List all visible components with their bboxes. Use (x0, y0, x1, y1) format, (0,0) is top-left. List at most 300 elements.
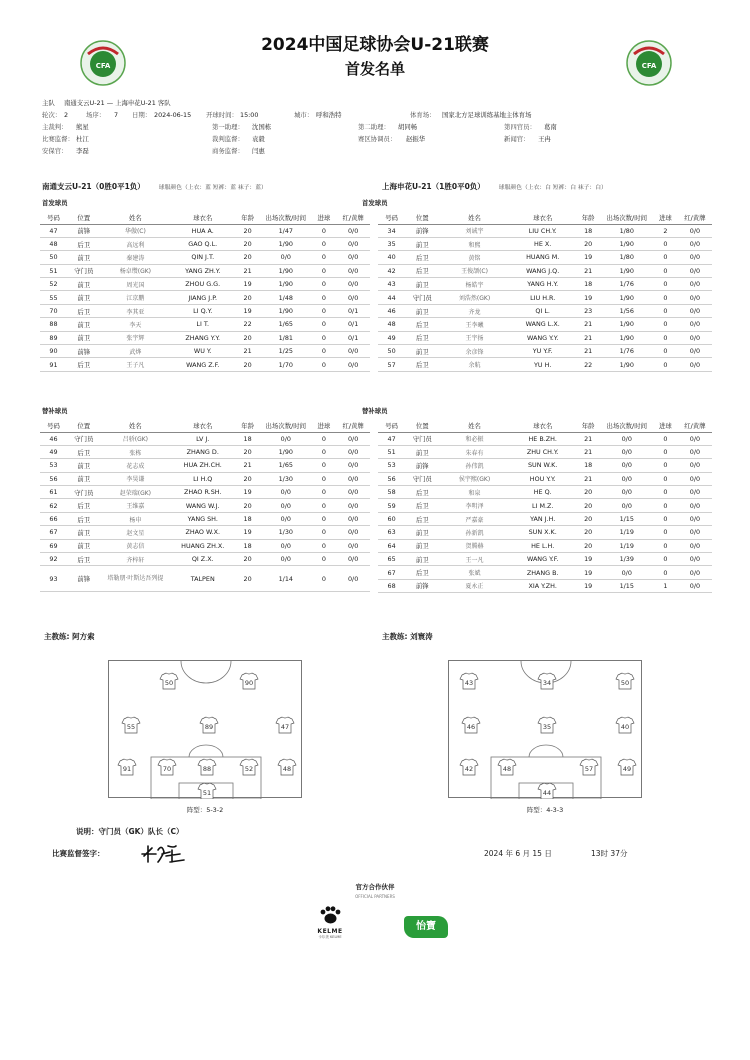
table-cell: 1/19 (601, 539, 653, 552)
kelme-text: KELME (317, 928, 343, 935)
table-cell: 0 (653, 472, 678, 485)
column-header: 号码 (40, 212, 67, 224)
info-key: 新闻官： (504, 135, 530, 143)
table-cell: 0/0 (336, 512, 370, 525)
teams-value: 南通支云U-21 — 上海申花U-21 客队 (64, 99, 171, 107)
table-cell: 55 (40, 291, 67, 304)
table-cell: 张宇辉 (101, 331, 171, 344)
table-cell: QI Z.X. (170, 553, 235, 566)
table-cell: 0 (312, 486, 337, 499)
table-cell: 杨申 (101, 512, 171, 525)
table-cell: 后卫 (67, 358, 101, 371)
column-header: 出场次数/时间 (260, 420, 312, 432)
table-cell: 0/0 (336, 278, 370, 291)
table-cell: 58 (378, 486, 405, 499)
table-cell: 0 (312, 553, 337, 566)
table-cell: 1/90 (601, 264, 653, 277)
table-cell: 0/0 (336, 566, 370, 592)
table-cell: 李其亚 (101, 304, 171, 317)
table-cell: 0/0 (678, 472, 712, 485)
table-cell: 江京鹏 (101, 291, 171, 304)
info-value: 葛南 (544, 123, 557, 131)
jersey-number: 50 (620, 679, 630, 687)
pitch-line (181, 661, 231, 683)
jersey-number: 35 (542, 723, 552, 731)
jersey-icon (538, 717, 556, 733)
page-title: 2024中国足球协会U-21联赛 (261, 35, 489, 55)
table-cell: 20 (576, 499, 601, 512)
table-cell: 0 (653, 331, 678, 344)
column-header: 球衣名 (170, 212, 235, 224)
table-cell: 赵文星 (101, 526, 171, 539)
kelme-paw-icon (319, 906, 341, 924)
info-value: 15:00 (240, 111, 259, 119)
table-cell: 后卫 (405, 499, 439, 512)
table-cell: 0/0 (678, 432, 712, 445)
table-cell: 0 (653, 445, 678, 458)
table-cell: 0 (312, 291, 337, 304)
column-header: 出场次数/时间 (260, 212, 312, 224)
table-cell: 0 (312, 539, 337, 552)
table-row (40, 472, 370, 485)
table-cell: 0 (653, 278, 678, 291)
info-value: 李磊 (76, 147, 89, 155)
table-row (40, 304, 370, 317)
table-cell: 0 (312, 345, 337, 358)
table-cell: 杨皓宇 (439, 278, 509, 291)
table-cell: 后卫 (405, 358, 439, 371)
table-cell: 0/0 (678, 486, 712, 499)
table-cell: 后卫 (405, 331, 439, 344)
table-cell: 20 (235, 291, 260, 304)
table-cell: 21 (576, 445, 601, 458)
table-cell: 前卫 (405, 526, 439, 539)
table-cell: 0/0 (336, 445, 370, 458)
table-cell: 20 (235, 251, 260, 264)
table-cell: 0/0 (260, 432, 312, 445)
column-header: 位置 (67, 212, 101, 224)
table-row (40, 539, 370, 552)
jersey-icon (460, 673, 478, 689)
table-cell: 1/76 (601, 278, 653, 291)
table-cell: 0 (653, 237, 678, 250)
table-cell: 0/0 (678, 539, 712, 552)
jersey-icon (198, 759, 216, 775)
table-cell: YANG H.Y. (510, 278, 576, 291)
table-cell: QI L. (510, 304, 576, 317)
table-cell: 后卫 (405, 566, 439, 579)
jersey-number: 88 (202, 765, 212, 773)
table-cell: 56 (378, 472, 405, 485)
table-cell: 0/0 (678, 291, 712, 304)
table-cell: 李天 (101, 318, 171, 331)
table-cell: 65 (378, 553, 405, 566)
info-value: 国家北方足球训练基地主体育场 (442, 111, 532, 119)
table-cell: 和泉 (439, 486, 509, 499)
table-cell: 0/0 (678, 345, 712, 358)
kelme-subtext: 卡尔美 KELME (318, 935, 342, 939)
table-row (378, 553, 712, 566)
table-cell: LI H.Q (170, 472, 235, 485)
column-header: 姓名 (439, 212, 509, 224)
table-cell: 43 (378, 278, 405, 291)
table-cell: 朱春有 (439, 445, 509, 458)
column-header: 年龄 (235, 420, 260, 432)
table-cell: ZHU CH.Y. (510, 445, 576, 458)
table-cell: 20 (576, 526, 601, 539)
table-cell: 1/15 (601, 579, 653, 592)
table-cell: 前卫 (405, 539, 439, 552)
table-cell: HE X. (510, 237, 576, 250)
column-header: 红/黄牌 (678, 212, 712, 224)
table-cell: 0/0 (336, 526, 370, 539)
table-cell: GAO Q.L. (170, 237, 235, 250)
info-key: 商务监督： (212, 147, 244, 155)
table-cell: YU Y.F. (510, 345, 576, 358)
table-cell: 0/0 (601, 472, 653, 485)
table-cell: 前锋 (405, 579, 439, 592)
table-cell: WANG L.X. (510, 318, 576, 331)
table-cell: 46 (378, 304, 405, 317)
table-cell: 0/0 (678, 331, 712, 344)
table-cell: SUN X.K. (510, 526, 576, 539)
column-header: 位置 (405, 420, 439, 432)
table-cell: 余彦锋 (439, 345, 509, 358)
table-cell: 21 (235, 264, 260, 277)
table-cell: 49 (40, 445, 67, 458)
table-cell: LI M.Z. (510, 499, 576, 512)
table-cell: 19 (235, 486, 260, 499)
table-cell: 侯宇熙(GK) (439, 472, 509, 485)
table-cell: 0/0 (336, 472, 370, 485)
info-value: 袁毅 (252, 135, 265, 143)
table-cell: 1/15 (601, 512, 653, 525)
table-cell: 0 (653, 486, 678, 499)
table-cell: 后卫 (67, 237, 101, 250)
table-cell: 前卫 (405, 278, 439, 291)
table-cell: 20 (235, 237, 260, 250)
table-cell: 46 (40, 432, 67, 445)
table-cell: 0 (312, 264, 337, 277)
table-cell: 0 (653, 345, 678, 358)
table-row (378, 512, 712, 525)
table-cell: 刘诚宇 (439, 224, 509, 237)
table-cell: 王子凡 (101, 358, 171, 371)
table-cell: 22 (576, 358, 601, 371)
table-row (40, 224, 370, 237)
jersey-number: 57 (584, 765, 594, 773)
table-cell: SUN W.K. (510, 459, 576, 472)
table-cell: 0/0 (678, 278, 712, 291)
table-cell: 0/0 (601, 432, 653, 445)
column-header: 年龄 (576, 420, 601, 432)
table-cell: 18 (235, 432, 260, 445)
table-cell: 0/0 (260, 251, 312, 264)
table-cell: 0/0 (678, 566, 712, 579)
table-row (40, 318, 370, 331)
table-cell: 夏永正 (439, 579, 509, 592)
table-cell: 0/0 (601, 459, 653, 472)
table-cell: 49 (378, 331, 405, 344)
table-cell: 51 (378, 445, 405, 458)
table-cell: 0 (653, 432, 678, 445)
table-cell: 1/90 (260, 237, 312, 250)
table-cell: 杨卓缵(GK) (101, 264, 171, 277)
table-cell: 0 (653, 526, 678, 539)
table-cell: 黄铭 (439, 251, 509, 264)
table-cell: 44 (378, 291, 405, 304)
table-row (378, 237, 712, 250)
jersey-icon (498, 759, 516, 775)
table-row (40, 445, 370, 458)
jersey-icon (580, 759, 598, 775)
table-cell: 61 (40, 486, 67, 499)
table-cell: 0/0 (678, 499, 712, 512)
table-cell: 0 (653, 264, 678, 277)
table-cell: 前卫 (67, 318, 101, 331)
table-cell: 59 (378, 499, 405, 512)
table-cell: 1/90 (601, 331, 653, 344)
table-row (378, 526, 712, 539)
table-cell: 1/65 (260, 318, 312, 331)
jersey-icon (200, 717, 218, 733)
table-cell: 48 (378, 318, 405, 331)
home-coach: 主教练: 阿方索 (44, 632, 95, 641)
table-row (40, 358, 370, 371)
table-cell: 57 (378, 358, 405, 371)
column-header: 球衣名 (510, 420, 576, 432)
table-cell: 周光国 (101, 278, 171, 291)
table-cell: 67 (40, 526, 67, 539)
table-cell: 90 (40, 345, 67, 358)
jersey-icon (616, 673, 634, 689)
home-team-header (42, 181, 267, 192)
table-cell: 0 (653, 318, 678, 331)
jersey-number: 42 (464, 765, 474, 773)
home-subs-table (40, 420, 370, 592)
table-cell: 0/0 (678, 445, 712, 458)
svg-text:CFA: CFA (641, 62, 657, 70)
table-cell: HE B.ZH. (510, 432, 576, 445)
table-cell: 1/19 (601, 526, 653, 539)
table-row (40, 553, 370, 566)
table-cell: 0 (312, 459, 337, 472)
home-starters-label: 首发球员 (42, 199, 68, 207)
table-cell: 吕骄(GK) (101, 432, 171, 445)
info-row-supervisors (42, 133, 722, 145)
signature-image (140, 842, 196, 866)
table-cell: 20 (235, 358, 260, 371)
table-cell: 40 (378, 251, 405, 264)
table-cell: WANG J.Q. (510, 264, 576, 277)
table-row (40, 432, 370, 445)
table-cell: 18 (576, 459, 601, 472)
jersey-number: 46 (466, 723, 476, 731)
sign-time: 13时 37分 (591, 849, 628, 858)
table-cell: 20 (235, 499, 260, 512)
table-cell: 67 (378, 566, 405, 579)
table-row (378, 432, 712, 445)
table-row (378, 445, 712, 458)
table-row (40, 526, 370, 539)
table-cell: QIN J.T. (170, 251, 235, 264)
table-row (378, 318, 712, 331)
table-cell: WU Y. (170, 345, 235, 358)
table-row (378, 539, 712, 552)
table-cell: 89 (40, 331, 67, 344)
table-cell: HUA ZH.CH. (170, 459, 235, 472)
away-formation-pitch (448, 660, 642, 798)
table-cell: 21 (576, 331, 601, 344)
table-row (40, 251, 370, 264)
info-key: 体育场： (410, 111, 436, 119)
table-cell: 前卫 (405, 553, 439, 566)
info-row-teams (42, 97, 722, 109)
jersey-icon (276, 717, 294, 733)
table-cell: YU H. (510, 358, 576, 371)
column-header: 球衣名 (170, 420, 235, 432)
table-cell: 张栋 (101, 445, 171, 458)
jersey-icon (462, 717, 480, 733)
column-header: 球衣名 (510, 212, 576, 224)
table-cell: 0/0 (336, 345, 370, 358)
table-cell: 后卫 (405, 512, 439, 525)
table-cell: 1/30 (260, 472, 312, 485)
table-cell: 60 (378, 512, 405, 525)
table-cell: 56 (40, 472, 67, 485)
table-cell: 王维嘉 (101, 499, 171, 512)
table-cell: YAN J.H. (510, 512, 576, 525)
info-value: 呼和浩特 (316, 111, 342, 119)
table-cell: 花志成 (101, 459, 171, 472)
table-cell: 1/39 (601, 553, 653, 566)
table-row (378, 579, 712, 592)
jersey-icon (240, 759, 258, 775)
table-cell: 0/0 (336, 237, 370, 250)
column-header: 红/黄牌 (336, 212, 370, 224)
table-cell: 前卫 (67, 291, 101, 304)
table-cell: 1/70 (260, 358, 312, 371)
table-cell: 王李曦 (439, 318, 509, 331)
info-value: 2024-06-15 (154, 111, 192, 119)
table-cell: 0 (653, 512, 678, 525)
table-cell: 21 (576, 472, 601, 485)
table-cell: 34 (378, 224, 405, 237)
table-cell: 0 (312, 499, 337, 512)
table-cell: 18 (576, 224, 601, 237)
table-cell: 0 (312, 512, 337, 525)
info-value: 杜江 (76, 135, 89, 143)
pitch-lines (109, 661, 303, 799)
table-cell: 0/0 (601, 566, 653, 579)
table-cell: 1/90 (601, 318, 653, 331)
table-cell: 武烨 (101, 345, 171, 358)
table-cell: 张斌 (439, 566, 509, 579)
table-cell: 0/0 (336, 499, 370, 512)
jersey-icon (198, 783, 216, 799)
table-cell: 0/0 (678, 459, 712, 472)
table-cell: 70 (40, 304, 67, 317)
column-header: 姓名 (101, 420, 171, 432)
table-cell: 47 (378, 432, 405, 445)
table-cell: 后卫 (67, 499, 101, 512)
table-cell: 1/47 (260, 224, 312, 237)
table-cell: 0 (312, 251, 337, 264)
table-cell: 0/0 (336, 553, 370, 566)
table-cell: 2 (653, 224, 678, 237)
table-cell: 0 (653, 553, 678, 566)
table-cell: 1/90 (260, 278, 312, 291)
match-info (42, 97, 722, 157)
table-cell: 前卫 (405, 237, 439, 250)
info-key: 第二助理： (358, 123, 390, 131)
table-cell: YANG SH. (170, 512, 235, 525)
info-key: 城市： (294, 111, 314, 119)
table-cell: 后卫 (405, 318, 439, 331)
jersey-number: 52 (244, 765, 254, 773)
jersey-number: 43 (464, 679, 474, 687)
table-cell: ZHAO W.X. (170, 526, 235, 539)
table-cell: 50 (40, 251, 67, 264)
table-cell: HUA A. (170, 224, 235, 237)
info-key: 轮次： (42, 111, 62, 119)
table-cell: HOU Y.Y. (510, 472, 576, 485)
table-cell: 前卫 (405, 345, 439, 358)
table-cell: 64 (378, 539, 405, 552)
table-cell: 后卫 (67, 512, 101, 525)
table-cell: 93 (40, 566, 67, 592)
table-cell: 0 (653, 566, 678, 579)
table-cell: 0/0 (260, 553, 312, 566)
table-cell: 后卫 (405, 486, 439, 499)
table-cell: 前锋 (67, 566, 101, 592)
table-cell: 0/0 (336, 264, 370, 277)
info-key: 安保官： (42, 147, 68, 155)
info-key: 比赛监督： (42, 135, 74, 143)
table-cell: HE Q. (510, 486, 576, 499)
table-cell: 0/0 (601, 499, 653, 512)
table-cell: 0 (653, 499, 678, 512)
home-starters-table (40, 212, 370, 372)
table-cell: 20 (576, 539, 601, 552)
table-cell: 1/90 (260, 304, 312, 317)
table-cell: 0 (312, 304, 337, 317)
info-value: 闫惠 (252, 147, 265, 155)
table-cell: 23 (576, 304, 601, 317)
table-cell: WANG Z.F. (170, 358, 235, 371)
column-header: 出场次数/时间 (601, 420, 653, 432)
table-cell: 0/0 (336, 539, 370, 552)
table-cell: 孙伟凯 (439, 459, 509, 472)
jersey-number: 47 (280, 723, 290, 731)
jersey-number: 49 (622, 765, 632, 773)
table-cell: 0 (653, 291, 678, 304)
table-cell: 21 (235, 459, 260, 472)
table-cell: 0/0 (260, 486, 312, 499)
home-team-name: 南通支云U-21（0胜0平1负） (42, 182, 145, 191)
table-cell: 0/0 (678, 251, 712, 264)
table-row (40, 291, 370, 304)
jersey-icon (118, 759, 136, 775)
table-cell: 47 (40, 224, 67, 237)
table-cell: 0 (312, 358, 337, 371)
table-cell: 前锋 (67, 345, 101, 358)
table-cell: 20 (576, 237, 601, 250)
info-value: 胡同畅 (398, 123, 418, 131)
table-cell: LI T. (170, 318, 235, 331)
table-cell: 21 (576, 264, 601, 277)
table-cell: 前锋 (405, 459, 439, 472)
